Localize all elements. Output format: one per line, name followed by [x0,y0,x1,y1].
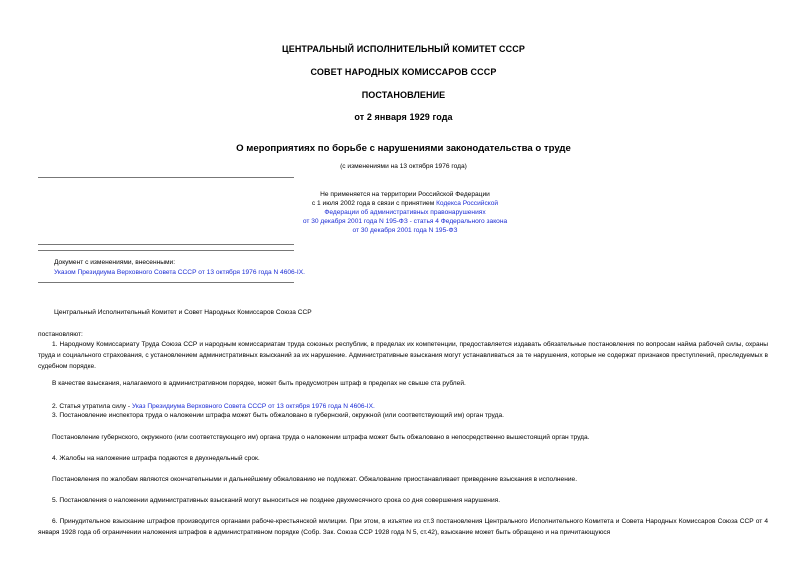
paragraph-2-text: 2. Статья утратила силу - [52,403,132,410]
notice-line-1: Не применяется на территории Российской Федерации [320,191,490,198]
issuer-line-2: СОВЕТ НАРОДНЫХ КОМИССАРОВ СССР [310,67,497,77]
code-link[interactable]: Кодекса Российской [436,200,499,207]
notice-line-2 [270,199,540,208]
paragraph-4: 4. Жалобы на наложение штрафа подаются в двухнедельный срок. [52,455,260,462]
federal-law-link[interactable]: от 30 декабря 2001 года N 195-ФЗ - статья 4 Федерального закона [302,218,508,225]
revision-note: (с изменениями на 13 октября 1976 года) [340,163,467,170]
divider [38,244,294,245]
changes-label: Документ с изменениями, внесенными: [54,259,176,266]
divider [38,177,294,178]
paragraph-1-fine: В качестве взыскания, налагаемого в административном порядке, может быть предусмотрен штраф в пределах не свыше ста рублей. [52,380,466,387]
paragraph-3: 3. Постановление инспектора труда о наложении штрафа может быть обжаловано в губернский, окружной (или соответствующий им) орган труда. [52,412,504,419]
paragraph-5: 5. Постановления о наложении административных взысканий могут выноситься не позднее двухмесячного срока со дня совершения нарушения. [52,497,501,504]
document-title: О мероприятиях по борьбе с нарушениями законодательства о труде [236,143,571,154]
federal-law-link-cont[interactable]: от 30 декабря 2001 года N 195-ФЗ [352,227,458,234]
divider [38,250,294,251]
document-type: ПОСТАНОВЛЕНИЕ [361,90,446,100]
preamble: Центральный Исполнительный Комитет и Совет Народных Комиссаров Союза ССР [54,309,312,316]
paragraph-3-appeal: Постановление губернского, окружного (или соответствующего им) органа труда о наложении штрафа может быть обжаловано в непосредственно вышестоящий орган труда. [52,434,590,441]
divider [38,282,294,283]
code-link-cont[interactable]: Федерации об административных правонарушениях [324,209,486,216]
changes-link[interactable]: Указом Президиума Верховного Совета СССР от 13 октября 1976 года N 4606-IX. [54,269,305,276]
document-date: от 2 января 1929 года [354,112,453,122]
paragraph-1: 1. Народному Комиссариату Труда Союза ССР и народным комиссариатам труда союзных республик, в пределах их компетенции, предоставляется издавать обязательные постановления по вопросам найма рабочей силы, охраны труда и социального страхования, с установлением административных взысканий за их нарушение. Административные взыскания могут устанавливаться за те нарушения, которые не содержат признаков преступлений, преследуемых в судебном порядке. [38,341,768,370]
decree-word: постановляют: [38,331,83,338]
applicability-notice [270,190,540,235]
repeal-decree-link[interactable]: Указ Президиума Верховного Совета СССР от 13 октября 1976 года N 4606-IX. [131,403,375,410]
issuer-line-1: ЦЕНТРАЛЬНЫЙ ИСПОЛНИТЕЛЬНЫЙ КОМИТЕТ СССР [282,44,525,54]
paragraph-4-final: Постановления по жалобам являются окончательными и дальнейшему обжалованию не подлежат. Обжалование приостанавливает приведение взыскания в исполнение. [52,476,578,483]
paragraph-6: 6. Принудительное взыскание штрафов производится органами рабоче-крестьянской милиции. При этом, в изъятие из ст.3 постановления Центрального Исполнительного Комитета и Совета Народных Комиссаров Союза ССР от 4 января 1928 года об ограничении наложения штрафов в административном порядке (Собр. Зак. Союза ССР 1928 года N 5, ст.42), взыскание может быть обращено и на причитающуюся [38,518,768,536]
notice-line-2-text: с 1 июля 2002 года в связи с принятием [311,200,437,207]
